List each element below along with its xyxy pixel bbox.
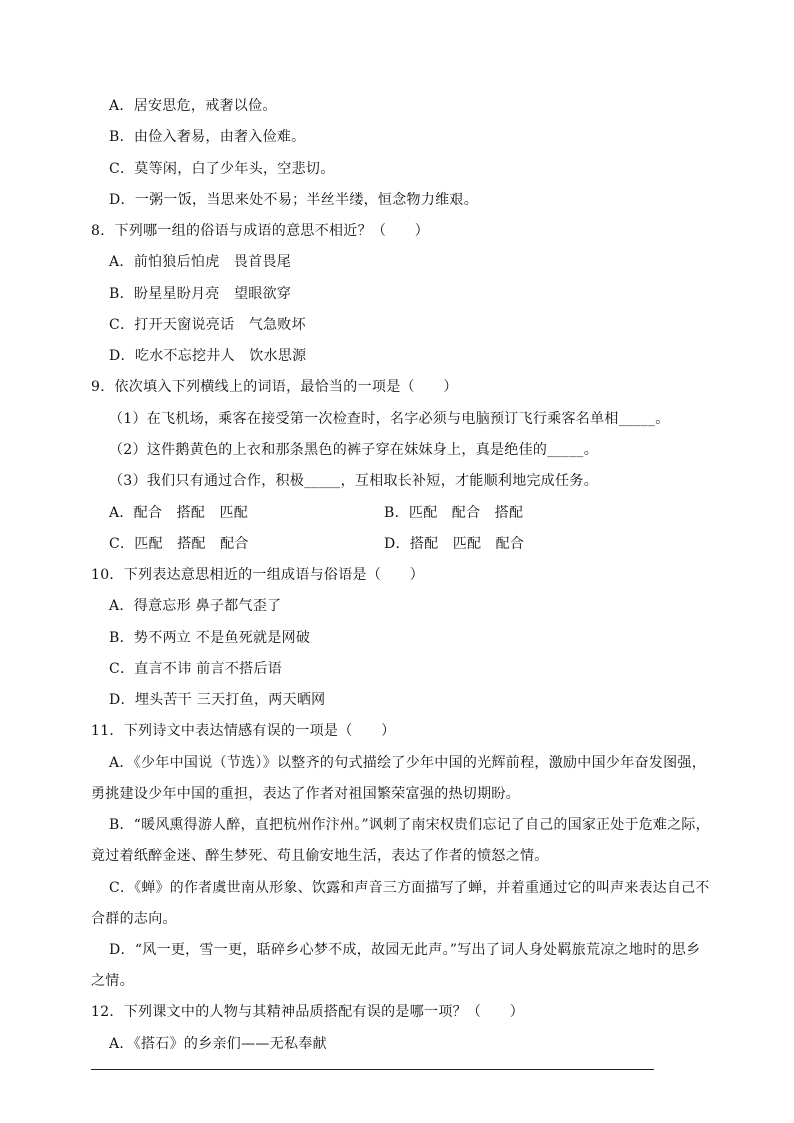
q12-stem: 12．下列课文中的人物与其精神品质搭配有误的是哪一项？（ ） bbox=[91, 1004, 525, 1020]
q10-stem: 10．下列表达意思相近的一组成语与俗语是（ ） bbox=[91, 567, 425, 583]
q8-option-d: D．吃水不忘挖井人 饮水思源 bbox=[109, 348, 307, 364]
q11-option-c-line2: 合群的志向。 bbox=[91, 911, 177, 927]
q9-item-3: （3）我们只有通过合作，积极_____，互相取长补短，才能顺利地完成任务。 bbox=[109, 473, 599, 489]
q11-option-a-line1: A．《少年中国说（节选）》以整齐的句式描绘了少年中国的光辉前程，激励中国少年奋发图强， bbox=[109, 755, 707, 771]
q7-option-b: B．由俭入奢易，由奢入俭难。 bbox=[109, 129, 306, 145]
q12-option-a: A．《搭石》的乡亲们——无私奉献 bbox=[109, 1036, 327, 1052]
q10-option-b: B．势不两立 不是鱼死就是网破 bbox=[109, 630, 311, 646]
q11-option-b-line2: 竟过着纸醉金迷、醉生梦死、苟且偷安地生活，表达了作者的愤怒之情。 bbox=[91, 848, 549, 864]
q8-option-b: B．盼星星盼月亮 望眼欲穿 bbox=[109, 286, 292, 302]
q7-option-c: C．莫等闲，白了少年头，空悲切。 bbox=[109, 161, 335, 177]
q11-option-a-line2: 勇挑建设少年中国的重担，表达了作者对祖国繁荣富强的热切期盼。 bbox=[91, 786, 520, 802]
footer-divider bbox=[91, 1069, 654, 1070]
q8-stem: 8．下列哪一组的俗语与成语的意思不相近？（ ） bbox=[91, 223, 430, 239]
q7-option-d: D．一粥一饭，当思来处不易；半丝半缕，恒念物力维艰。 bbox=[109, 192, 479, 208]
q10-option-c: C．直言不讳 前言不搭后语 bbox=[109, 661, 283, 677]
q9-item-1: （1）在飞机场，乘客在接受第一次检查时，名字必须与电脑预订飞行乘客名单相_____。 bbox=[109, 411, 670, 427]
q9-option-a: A．配合 搭配 匹配 bbox=[109, 505, 249, 521]
q11-option-d-line1: D．“风一更，雪一更，聒碎乡心梦不成，故园无此声。”写出了词人身处羁旅荒凉之地时的思乡 bbox=[109, 942, 701, 958]
q7-option-a: A．居安思危，戒奢以俭。 bbox=[109, 98, 277, 114]
q8-option-c: C．打开天窗说亮话 气急败坏 bbox=[109, 317, 306, 333]
q9-option-d: D．搭配 匹配 配合 bbox=[384, 536, 525, 552]
q11-option-b-line1: B．“暖风熏得游人醉，直把杭州作汴州。”讽刺了南宋权贵们忘记了自己的国家正处于危难之际， bbox=[109, 817, 710, 833]
q11-stem: 11．下列诗文中表达情感有误的一项是（ ） bbox=[91, 723, 396, 739]
q9-option-c: C．匹配 搭配 配合 bbox=[109, 536, 249, 552]
q8-option-a: A．前怕狼后怕虎 畏首畏尾 bbox=[109, 254, 292, 270]
q10-option-a: A．得意忘形 鼻子都气歪了 bbox=[109, 598, 282, 614]
q11-option-d-line2: 之情。 bbox=[91, 973, 134, 989]
q11-option-c-line1: C．《蝉》的作者虞世南从形象、饮露和声音三方面描写了蝉，并着重通过它的叫声来表达自己不 bbox=[109, 880, 710, 896]
q9-option-b: B．匹配 配合 搭配 bbox=[384, 505, 524, 521]
q9-item-2: （2）这件鹅黄色的上衣和那条黑色的裤子穿在妹妹身上，真是绝佳的_____。 bbox=[109, 442, 599, 458]
q10-option-d: D．埋头苦干 三天打鱼，两天晒网 bbox=[109, 692, 326, 708]
q9-stem: 9．依次填入下列横线上的词语，最恰当的一项是（ ） bbox=[91, 379, 458, 395]
